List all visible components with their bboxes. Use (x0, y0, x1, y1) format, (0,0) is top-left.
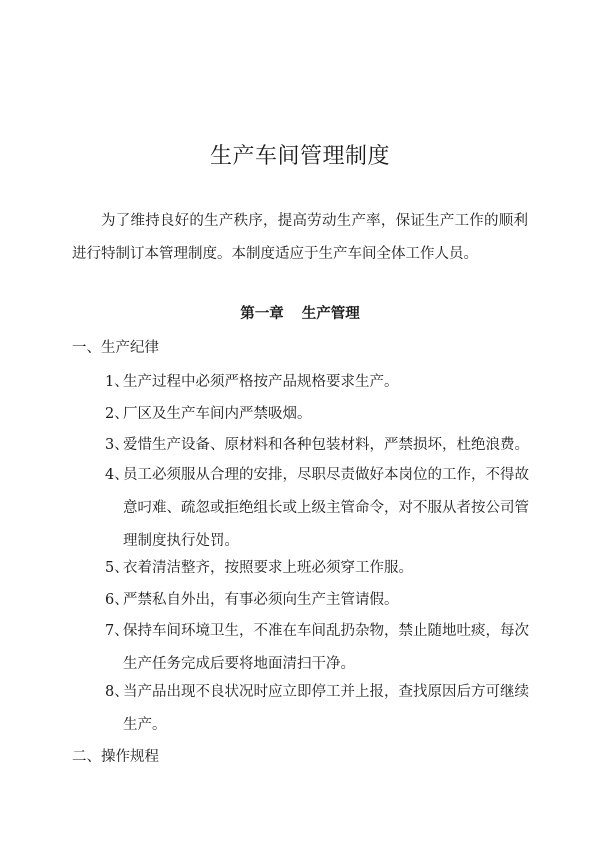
item-text: 严禁私自外出，有事必须向生产主管请假。 (123, 592, 399, 608)
chapter-name: 生产管理 (301, 305, 360, 322)
list-item (105, 676, 529, 742)
item-text: 生产过程中必须严格按产品规格要求生产。 (123, 374, 399, 390)
item-number: 4、 (105, 467, 129, 483)
list-item (105, 552, 529, 585)
item-text: 当产品出现不良状况时应立即停工并上报，查找原因后方可继续生产。 (123, 684, 529, 733)
item-number: 7、 (105, 623, 129, 639)
item-number: 8、 (105, 684, 129, 700)
item-number: 1、 (105, 374, 129, 390)
chapter-heading (0, 303, 600, 325)
intro-paragraph: 为了维持良好的生产秩序，提高劳动生产率，保证生产工作的顺利进行特制订本管理制度。本制度适应于生产车间全体工作人员。 (72, 213, 528, 262)
item-text: 爱惜生产设备、原材料和各种包装材料，严禁损坏，杜绝浪费。 (123, 437, 529, 453)
section-heading-discipline: 一、生产纪律 (72, 340, 159, 356)
item-text: 厂区及生产车间内严禁吸烟。 (123, 406, 312, 422)
list-item (105, 398, 529, 431)
item-number: 2、 (105, 406, 129, 422)
item-number: 3、 (105, 437, 129, 453)
item-text: 衣着清洁整齐，按照要求上班必须穿工作服。 (123, 560, 413, 576)
item-text: 员工必须服从合理的安排，尽职尽责做好本岗位的工作，不得故意叼难、疏忽或拒绝组长或上级主管命令，对不服从者按公司管理制度执行处罚。 (123, 467, 529, 549)
item-number: 5、 (105, 560, 129, 576)
item-number: 6、 (105, 592, 129, 608)
list-item (105, 429, 529, 462)
list-item (105, 615, 529, 681)
list-item (105, 366, 529, 399)
chapter-number: 第一章 (240, 305, 284, 322)
section-heading-procedures: 二、操作规程 (72, 749, 159, 765)
document-title: 生产车间管理制度 (209, 144, 390, 169)
list-item (105, 459, 529, 558)
item-text: 保持车间环境卫生，不准在车间乱扔杂物，禁止随地吐痰，每次生产任务完成后要将地面清扫干净。 (123, 623, 529, 672)
list-item (105, 584, 529, 617)
